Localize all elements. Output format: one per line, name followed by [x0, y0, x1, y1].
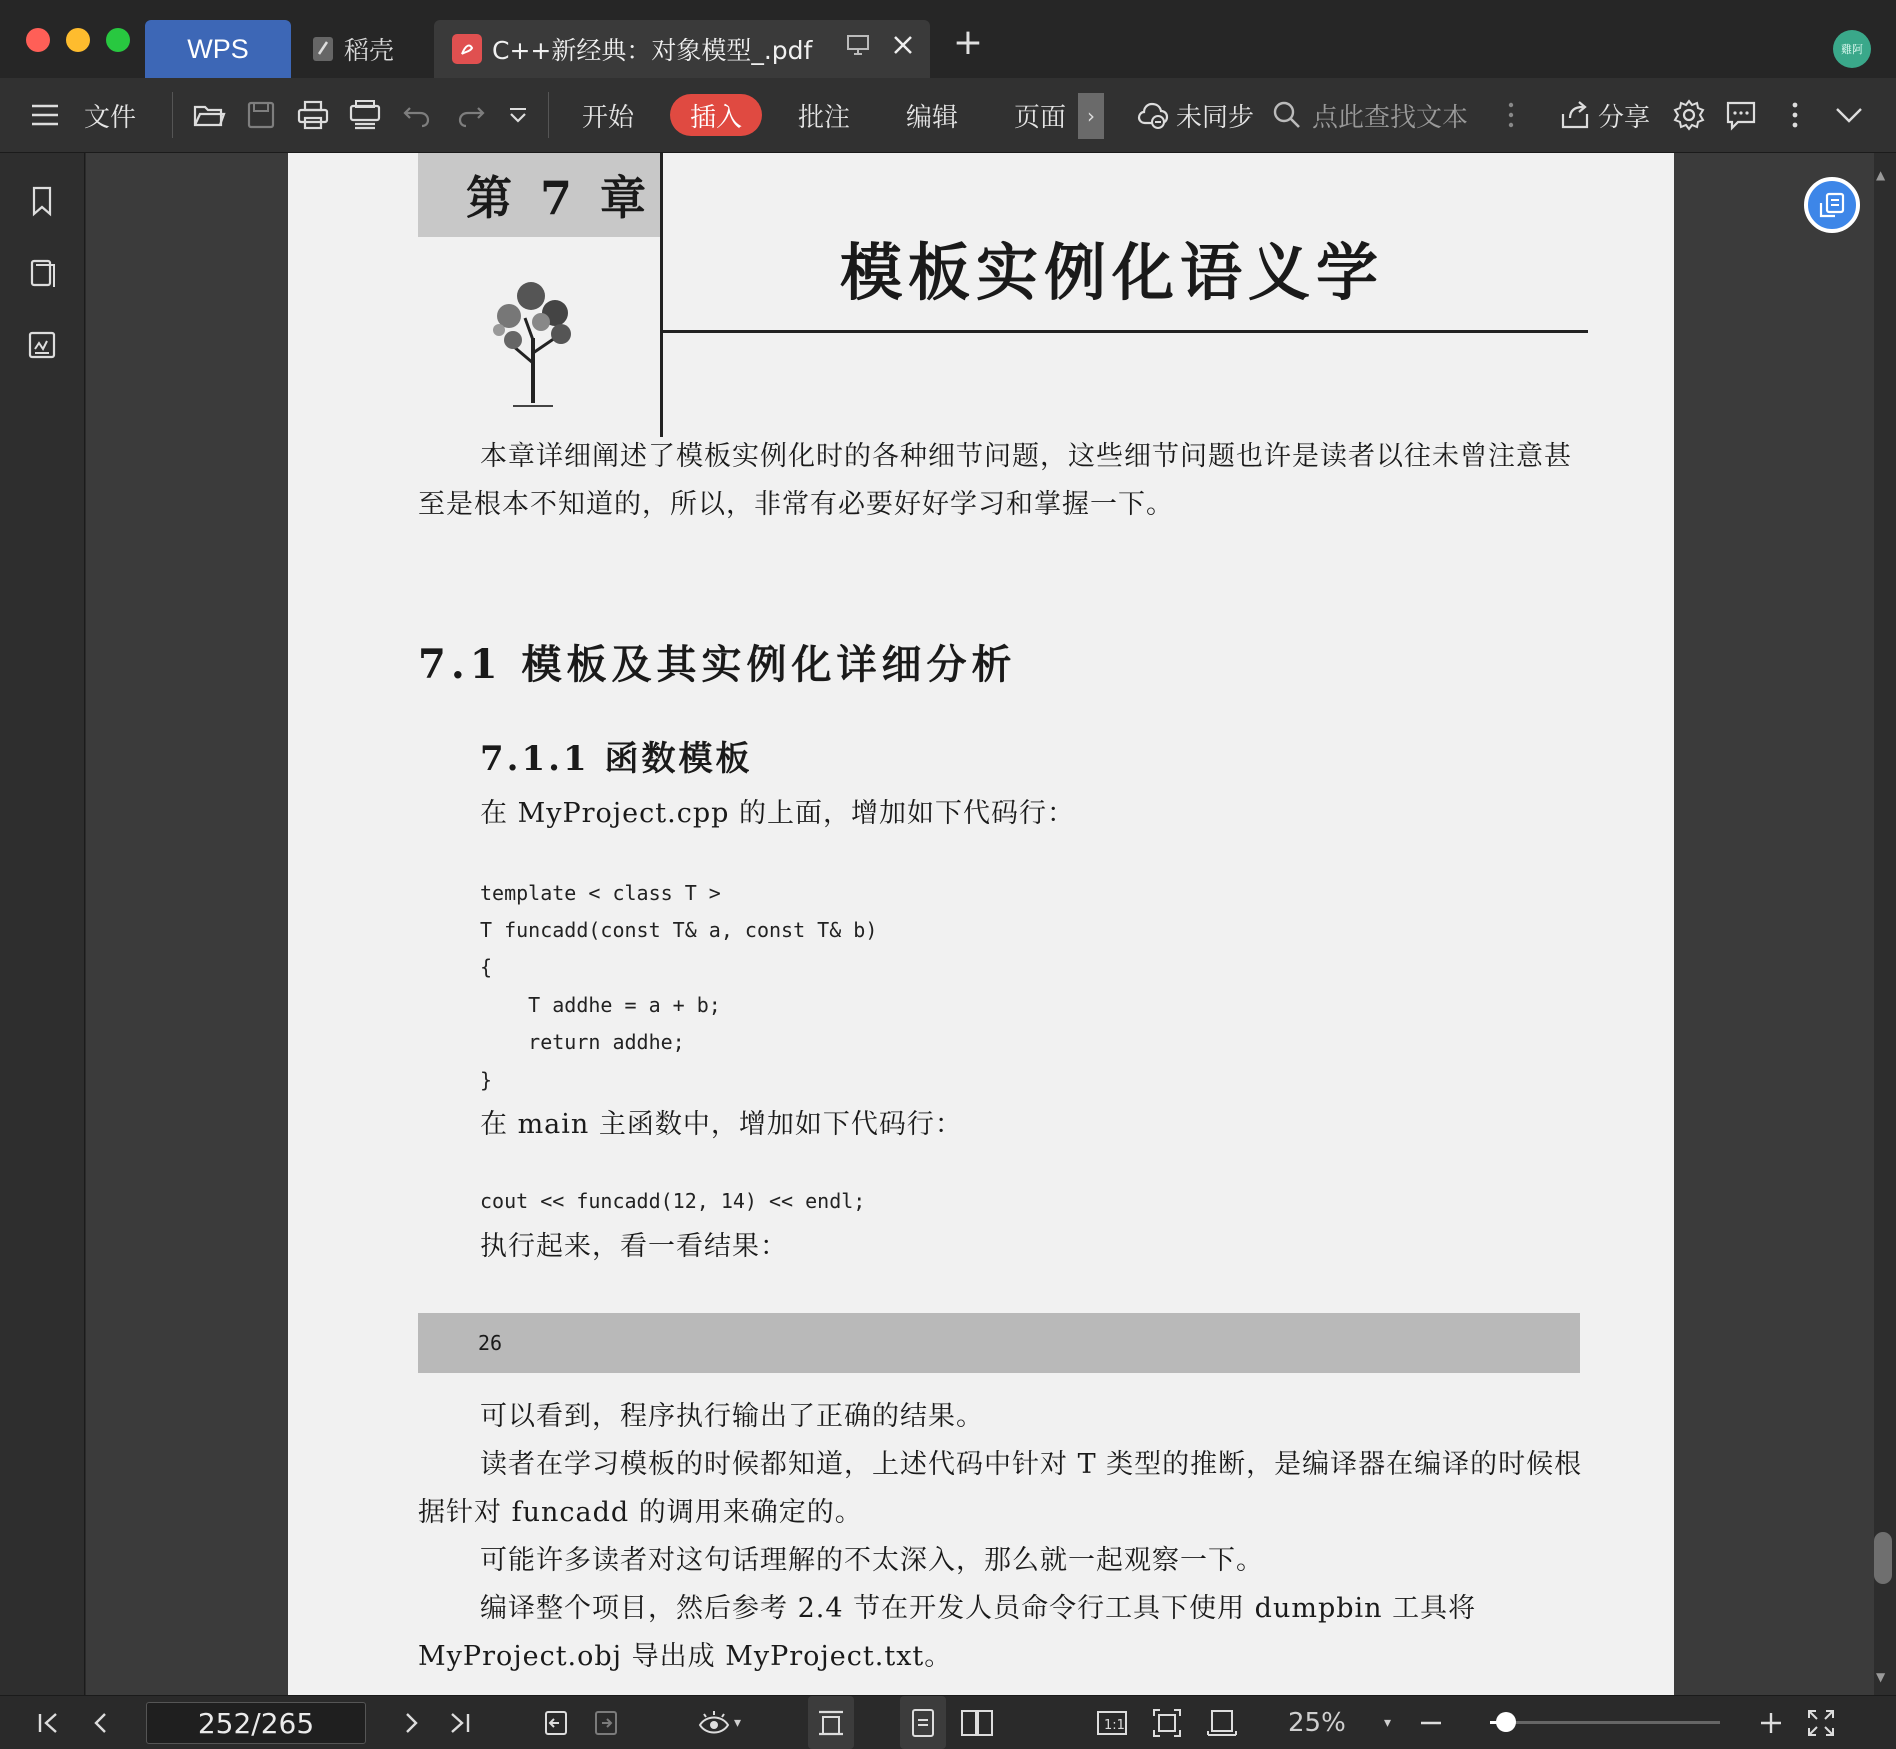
tab-edit[interactable]: 编辑	[906, 102, 959, 133]
single-page-scroll-icon[interactable]	[808, 1696, 854, 1749]
new-tab-button[interactable]: +	[952, 22, 984, 63]
menu-icon[interactable]	[28, 78, 62, 152]
code-line-main: cout << funcadd(12, 14) << endl;	[480, 1189, 866, 1213]
comment-icon[interactable]	[1724, 78, 1758, 152]
signature-icon[interactable]	[26, 329, 58, 361]
zoom-level[interactable]: 25%	[1288, 1707, 1346, 1738]
output-console-bar	[418, 1313, 1580, 1373]
pdf-page	[288, 153, 1674, 1695]
search-placeholder: 点此查找文本	[1312, 102, 1469, 133]
share-icon	[1558, 98, 1592, 132]
two-page-view-icon[interactable]	[960, 1696, 994, 1749]
document-viewport[interactable]	[86, 153, 1876, 1695]
tab-wps-home[interactable]	[145, 20, 291, 78]
zoom-slider-track[interactable]	[1490, 1721, 1720, 1724]
zoom-dropdown-icon[interactable]: ▾	[1384, 1714, 1392, 1731]
add-code-paragraph-1: 在 MyProject.cpp 的上面，增加如下代码行：	[480, 798, 1075, 829]
redo-icon[interactable]	[454, 78, 488, 152]
search-icon	[1270, 98, 1304, 132]
fullscreen-icon[interactable]	[1806, 1696, 1836, 1749]
vertical-dots-icon[interactable]	[1506, 78, 1516, 152]
output-value: 26	[478, 1331, 503, 1355]
search-input[interactable]	[1270, 78, 1468, 152]
go-forward-icon[interactable]	[592, 1696, 620, 1749]
share-label: 分享	[1598, 102, 1651, 133]
user-avatar[interactable]: 雞阿	[1833, 30, 1871, 68]
svg-text:1:1: 1:1	[1104, 1717, 1125, 1733]
open-folder-icon[interactable]	[192, 78, 226, 152]
daoke-icon	[312, 36, 334, 62]
print-preview-icon[interactable]	[348, 78, 382, 152]
more-options-icon[interactable]	[1790, 78, 1800, 152]
chapter-label: 第 7 章	[418, 153, 660, 237]
print-icon[interactable]	[296, 78, 330, 152]
header-vertical-rule	[660, 153, 663, 437]
dumpbin-paragraph: 编译整个项目，然后参考 2.4 节在开发人员命令行工具下使用 dumpbin 工具将 MyProject.obj 导出成 MyProject.txt。	[418, 1593, 1477, 1672]
previous-page-icon[interactable]	[88, 1696, 114, 1749]
add-code-paragraph-2: 在 main 主函数中，增加如下代码行：	[480, 1109, 963, 1140]
result-paragraph: 可以看到，程序执行输出了正确的结果。	[480, 1401, 984, 1432]
fit-width-icon[interactable]	[1206, 1696, 1238, 1749]
pdf-file-icon	[452, 34, 482, 64]
zoom-in-icon[interactable]	[1758, 1696, 1784, 1749]
close-window-button[interactable]	[26, 28, 50, 52]
code-line: return addhe;	[480, 1030, 685, 1054]
cloud-sync-icon	[1136, 98, 1170, 132]
tab-document[interactable]	[434, 20, 930, 78]
title-tab-bar	[0, 0, 1896, 78]
more-tabs-chevron-icon[interactable]: ›	[1078, 93, 1104, 139]
last-page-icon[interactable]	[446, 1696, 472, 1749]
vertical-scrollbar[interactable]	[1874, 153, 1896, 1695]
left-sidebar-rail	[0, 153, 85, 1695]
chapter-title: 模板实例化语义学	[840, 236, 1385, 309]
save-icon[interactable]	[244, 78, 278, 152]
settings-gear-icon[interactable]	[1672, 78, 1706, 152]
tab-wps-label: WPS	[187, 33, 249, 64]
tree-illustration	[483, 268, 593, 408]
floating-convert-icon[interactable]	[1804, 177, 1860, 233]
fit-page-icon[interactable]	[1152, 1696, 1182, 1749]
zoom-slider-knob[interactable]	[1496, 1712, 1516, 1732]
code-line: T addhe = a + b;	[480, 993, 721, 1017]
sync-status-label: 未同步	[1176, 102, 1255, 133]
tab-daoke-label: 稻壳	[344, 36, 395, 65]
deduce-paragraph: 读者在学习模板的时候都知道，上述代码中针对 T 类型的推断，是编译器在编译的时候根据针对 funcadd 的调用来确定的。	[418, 1449, 1583, 1528]
page-number-input[interactable]: 252/265	[146, 1702, 366, 1744]
share-button[interactable]	[1558, 78, 1650, 152]
code-line: T funcadd(const T& a, const T& b)	[480, 918, 878, 942]
go-back-icon[interactable]	[542, 1696, 570, 1749]
collapse-toolbar-chevron-icon[interactable]	[1834, 78, 1864, 152]
close-tab-icon[interactable]	[892, 34, 914, 56]
undo-icon[interactable]	[400, 78, 434, 152]
main-toolbar	[0, 78, 1896, 153]
more-quick-access-icon[interactable]	[506, 78, 530, 152]
sync-status[interactable]	[1136, 78, 1254, 152]
tab-daoke[interactable]	[312, 20, 434, 78]
status-bar	[0, 1695, 1896, 1749]
bookmark-icon[interactable]	[26, 185, 58, 217]
code-line: {	[480, 955, 493, 979]
observe-paragraph: 可能许多读者对这句话理解的不太深入，那么就一起观察一下。	[480, 1545, 1264, 1576]
tab-page[interactable]: 页面	[1014, 102, 1067, 133]
tab-annotate[interactable]: 批注	[798, 102, 851, 133]
first-page-icon[interactable]	[36, 1696, 62, 1749]
scrollbar-thumb[interactable]	[1874, 1532, 1892, 1584]
single-page-view-icon[interactable]	[900, 1696, 946, 1749]
intro-paragraph: 本章详细阐述了模板实例化时的各种细节问题，这些细节问题也许是读者以往未曾注意甚至是根本不知道的，所以，非常有必要好好学习和掌握一下。	[418, 441, 1572, 520]
scroll-down-arrow-icon[interactable]: ▼	[1876, 1670, 1886, 1684]
code-line: template < class T >	[480, 881, 721, 905]
eye-protection-icon[interactable]: ▾	[698, 1696, 741, 1749]
maximize-window-button[interactable]	[106, 28, 130, 52]
file-menu[interactable]: 文件	[84, 102, 137, 133]
section-7-1-heading: 7.1 模板及其实例化详细分析	[418, 641, 1017, 688]
minimize-window-button[interactable]	[66, 28, 90, 52]
header-horizontal-rule	[663, 330, 1588, 333]
zoom-out-icon[interactable]	[1418, 1696, 1444, 1749]
actual-size-icon[interactable]	[1096, 1696, 1128, 1749]
tab-insert[interactable]: 插入	[670, 94, 762, 136]
scroll-up-arrow-icon[interactable]: ▲	[1876, 168, 1886, 182]
presentation-icon[interactable]	[846, 34, 870, 56]
code-line: }	[480, 1068, 493, 1092]
thumbnails-icon[interactable]	[26, 257, 58, 289]
tab-start[interactable]: 开始	[582, 102, 635, 133]
section-7-1-1-heading: 7.1.1 函数模板	[480, 739, 753, 779]
run-paragraph: 执行起来，看一看结果：	[480, 1231, 788, 1262]
next-page-icon[interactable]	[398, 1696, 424, 1749]
tab-document-label: C++新经典：对象模型_.pdf	[492, 36, 813, 65]
